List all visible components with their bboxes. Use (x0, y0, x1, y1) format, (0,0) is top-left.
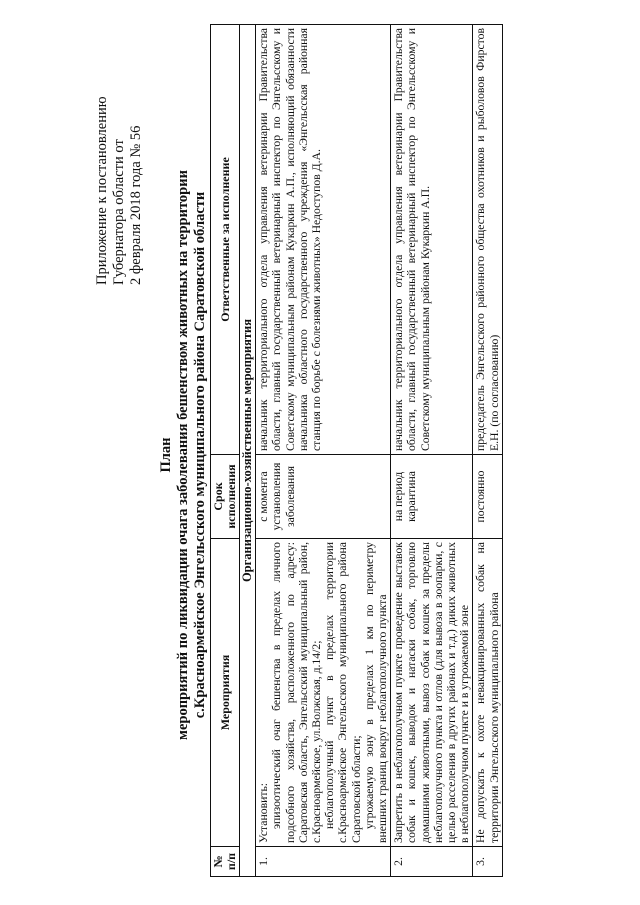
section-row (240, 25, 256, 877)
measure-intro: Установить: (257, 782, 271, 843)
row-number: 1. (256, 847, 391, 877)
measure-paragraph: эпизоотический очаг бешенства в пределах личного подсобного хозяйства, расположенного по адресу: Саратовская область, Энгельсский муниципальный район, с.Красноармейское, ул.Волжская, д.14/2; (270, 542, 324, 843)
header-term: Срок исполнения (211, 455, 240, 539)
plan-title-line-2: с.Красноармейское Энгельсского муниципального района Саратовской области (192, 191, 208, 719)
measure-cell: Не допускать к охоте невакцинированных собак на территории Энгельсского муниципального района (473, 539, 502, 847)
row-number: 2. (391, 847, 473, 877)
responsible-cell: председатель Энгельсского районного общества охотников и рыболовов Фирстов Е.Н. (по согласованию) (473, 25, 502, 455)
plan-title (158, 35, 209, 875)
measure-cell: Запретить в неблагополучном пункте проведение выставок собак и кошек, выводок и натаски собак, торговлю домашними животными, вывоз собак и кошек за пределы неблагополучного пункта и отлов (для вывоза в зоопарки, с целью расселения в других районах и т.д.) диких животных в неблагополучном пункте и в угрожаемой зоне (391, 539, 473, 847)
term-cell: на период карантина (391, 455, 473, 539)
measure-cell (256, 539, 391, 847)
measures-table (210, 24, 503, 877)
appendix-line-3: 2 февраля 2018 года № 56 (128, 125, 144, 285)
plan-heading: План (158, 437, 174, 473)
section-title: Организационно-хозяйственные мероприятия (240, 25, 256, 877)
appendix-note (94, 35, 145, 285)
header-num: № п/п (211, 847, 240, 877)
term-cell: постоянно (473, 455, 502, 539)
plan-title-line-1: мероприятий по ликвидации очага заболевания бешенством животных на территории (175, 170, 191, 740)
header-measures: Мероприятия (211, 539, 240, 847)
table-row (391, 25, 473, 877)
row-number: 3. (473, 847, 502, 877)
table-row (473, 25, 502, 877)
appendix-line-1: Приложение к постановлению (94, 96, 110, 285)
responsible-cell: начальник территориального отдела управления ветеринарии Правительства области, главный государственный ветеринарный инспектор по Энгельсскому и Советскому муниципальным районам Кукаркин А.П., исполняющий обязанности начальника областного государственного учреждения «Энгельсская районная станция по борьбе с болезнями животных» Недоступов Д.А. (256, 25, 391, 455)
table-header-row (211, 25, 240, 877)
table-row (256, 25, 391, 877)
appendix-line-2: Губернатора области от (111, 139, 127, 285)
measure-paragraph: неблагополучный пункт в пределах территории с.Красноармейское Энгельсского муниципального района Саратовской области; (323, 542, 363, 843)
responsible-cell: начальник территориального отдела управления ветеринарии Правительства области, главный государственный ветеринарный инспектор по Энгельсскому и Советскому муниципальным районам Кукаркин А.П. (391, 25, 473, 455)
term-cell: с момента установления заболевания (256, 455, 391, 539)
header-responsible: Ответственные за исполнение (211, 25, 240, 455)
measure-paragraph: угрожаемую зону в пределах 1 км по периметру внешних границ вокруг неблагополучного пункта (362, 542, 390, 843)
